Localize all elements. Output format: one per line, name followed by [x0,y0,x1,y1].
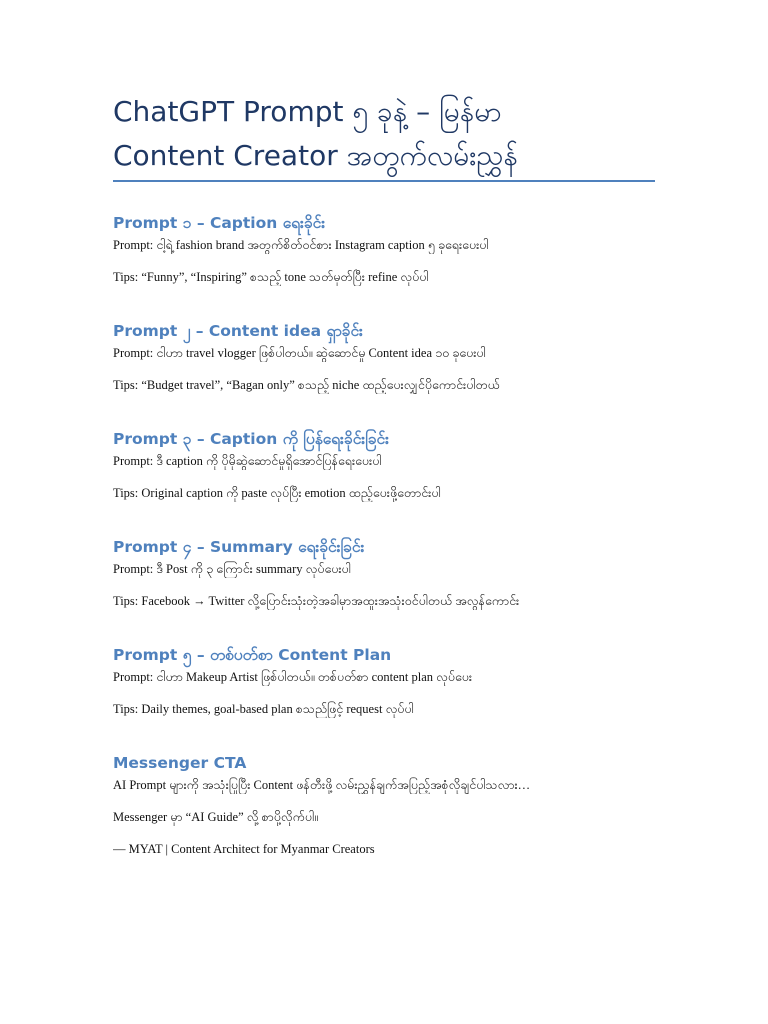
prompt-text: Prompt: ငါဟာ travel vlogger ဖြစ်ပါတယ်။ ဆွဲဆောင်မှု Content idea ၁၀ ခုပေးပါ [113,346,486,360]
section-heading: Prompt ၂ – Content idea ရှာခိုင်း [113,322,363,340]
section-heading: Prompt ၅ – တစ်ပတ်စာ Content Plan [113,646,392,664]
tips-text: Tips: “Funny”, “Inspiring” စသည့် tone သတ်မှတ်ပြီး refine လုပ်ပါ [113,270,429,284]
document-title-line-1: ChatGPT Prompt ၅ ခုနဲ့ – မြန်မာ [113,95,502,128]
section-prompt-3 [113,428,673,502]
section-prompt-1 [113,212,673,286]
title-underline [113,180,655,182]
tips-text: Tips: Original caption ကို paste လုပ်ပြီး emotion ထည့်ပေးဖို့တောင်းပါ [113,486,441,500]
prompt-text: Prompt: ဒီ Post ကို ၃ ကြောင်း summary လုပ်ပေးပါ [113,562,351,576]
tips-text: Tips: Daily themes, goal-based plan စသည်ဖြင့် request လုပ်ပါ [113,702,414,716]
section-prompt-5 [113,644,673,718]
prompt-text: Prompt: ဒီ caption ကို ပိုမိုဆွဲဆောင်မှုရှိအောင်ပြန်ရေးပေးပါ [113,454,382,468]
section-messenger-cta [113,752,673,858]
prompt-text: Prompt: ငါ့ရဲ့ fashion brand အတွက်စိတ်ဝင်စား Instagram caption ၅ ခုရေးပေးပါ [113,238,489,252]
author-signature: — MYAT | Content Architect for Myanmar Creators [113,842,375,856]
section-heading: Prompt ၁ – Caption ရေးခိုင်း [113,214,326,232]
cta-text: AI Prompt များကို အသုံးပြုပြီး Content ဖန်တီးဖို့ လမ်းညွှန်ချက်အပြည့်အစုံလိုချင်ပါသလား… [113,778,531,792]
tips-text: Tips: Facebook → Twitter လို့ပြောင်းသုံးတဲ့အခါမှာအထူးအသုံးဝင်ပါတယ် အလွန်ကောင်း [113,594,520,608]
document-title [113,90,673,178]
cta-instruction: Messenger မှာ “AI Guide” လို့ စာပို့လိုက်ပါ။ [113,810,318,824]
document-title-line-2: Content Creator အတွက်လမ်းညွှန် [113,139,518,172]
section-heading: Messenger CTA [113,754,247,772]
tips-text: Tips: “Budget travel”, “Bagan only” စသည့် niche ထည့်ပေးလျှင်ပိုကောင်းပါတယ် [113,378,500,392]
section-prompt-2 [113,320,673,394]
section-heading: Prompt ၃ – Caption ကို ပြန်ရေးခိုင်းခြင်း [113,430,390,448]
prompt-text: Prompt: ငါဟာ Makeup Artist ဖြစ်ပါတယ်။ တစ်ပတ်စာ content plan လုပ်ပေး [113,670,473,684]
section-heading: Prompt ၄ – Summary ရေးခိုင်းခြင်း [113,538,365,556]
section-prompt-4 [113,536,673,610]
